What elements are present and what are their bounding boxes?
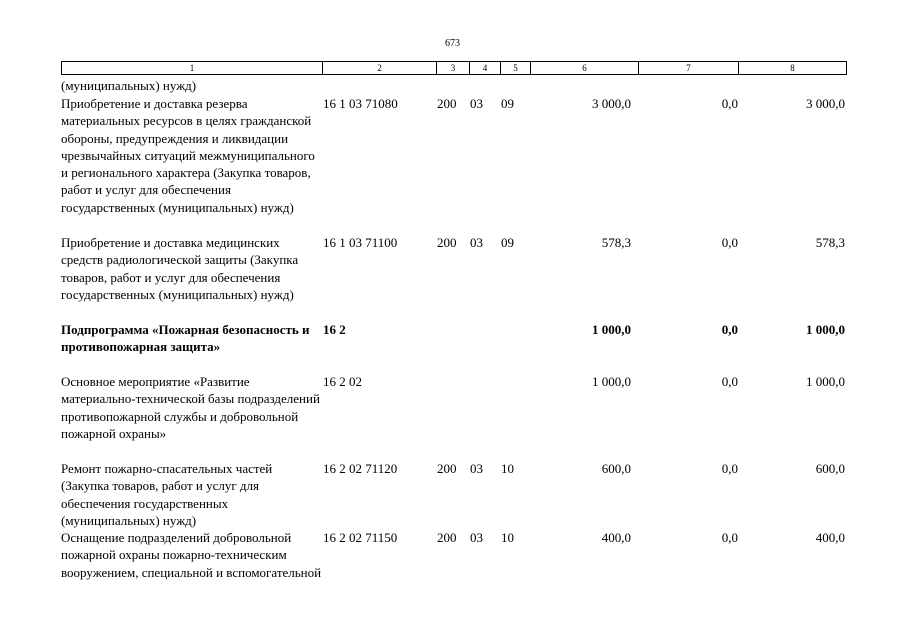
row-total: 3 000,0 bbox=[806, 96, 845, 111]
row-name: Приобретение и доставка медицинских средств радиологической защиты (Закупка товаров, работ и услуг для обеспечения государственных (муниципальных) нужд) bbox=[61, 235, 299, 302]
header-col-1: 1 bbox=[62, 62, 323, 74]
row-sum: 400,0 bbox=[601, 530, 631, 545]
row-vr: 200 bbox=[437, 530, 457, 545]
row-rz: 03 bbox=[470, 235, 483, 250]
row-vr: 200 bbox=[437, 235, 457, 250]
header-col-3: 3 bbox=[437, 62, 470, 74]
row-total: 400,0 bbox=[815, 530, 845, 545]
row-code: 16 2 02 71120 bbox=[323, 461, 398, 476]
row-code: 16 2 bbox=[323, 322, 346, 337]
header-col-4: 4 bbox=[470, 62, 501, 74]
row-sum: 1 000,0 bbox=[592, 374, 631, 389]
row-pr: 10 bbox=[501, 461, 514, 476]
header-col-5: 5 bbox=[501, 62, 531, 74]
row-total: 1 000,0 bbox=[806, 374, 845, 389]
header-col-8: 8 bbox=[790, 63, 795, 73]
row-sum: 600,0 bbox=[601, 461, 631, 476]
row-name: Подпрограмма «Пожарная безопасность и противопожарная защита» bbox=[61, 322, 310, 355]
row-name: Оснащение подразделений добровольной пожарной охраны пожарно-техническим вооружением, специальной и вспомогательной bbox=[61, 530, 322, 580]
row-code: 16 1 03 71080 bbox=[323, 96, 398, 111]
row-change: 0,0 bbox=[721, 374, 738, 389]
row-sum: 3 000,0 bbox=[592, 96, 631, 111]
row-total: 1 000,0 bbox=[806, 322, 845, 337]
row-rz: 03 bbox=[470, 461, 483, 476]
row-change: 0,0 bbox=[721, 461, 738, 476]
row-pr: 09 bbox=[501, 235, 514, 250]
row-name: Приобретение и доставка резерва материальных ресурсов в целях гражданской обороны, предупреждения и ликвидации чрезвычайных ситуаций межмуниципального и регионального характера (Закупка товаров, работ и услуг для обеспечения государственных (муниципальных) нужд) bbox=[61, 96, 315, 215]
row-rz: 03 bbox=[470, 530, 483, 545]
row-pr: 09 bbox=[501, 96, 514, 111]
row-code: 16 2 02 bbox=[323, 374, 362, 389]
row-sum: 1 000,0 bbox=[592, 322, 631, 337]
header-col-6: 6 bbox=[531, 62, 639, 74]
row-name: Основное мероприятие «Развитие материально-технической базы подразделений противопожарной службы и добровольной пожарной охраны» bbox=[61, 374, 320, 441]
header-col-2: 2 bbox=[323, 62, 437, 74]
row-code: 16 1 03 71100 bbox=[323, 235, 398, 250]
row-pr: 10 bbox=[501, 530, 514, 545]
row-name: (муниципальных) нужд) bbox=[61, 78, 197, 93]
header-col-7: 7 bbox=[639, 62, 739, 74]
row-vr: 200 bbox=[437, 96, 457, 111]
row-name: Ремонт пожарно-спасательных частей (Закупка товаров, работ и услуг для обеспечения государственных (муниципальных) нужд) bbox=[61, 461, 273, 528]
row-change: 0,0 bbox=[721, 322, 738, 337]
table-header bbox=[61, 61, 847, 75]
page-number: 673 bbox=[445, 38, 460, 49]
row-change: 0,0 bbox=[721, 530, 738, 545]
row-rz: 03 bbox=[470, 96, 483, 111]
row-change: 0,0 bbox=[721, 96, 738, 111]
row-total: 600,0 bbox=[815, 461, 845, 476]
row-vr: 200 bbox=[437, 461, 457, 476]
row-code: 16 2 02 71150 bbox=[323, 530, 398, 545]
row-sum: 578,3 bbox=[601, 235, 631, 250]
row-total: 578,3 bbox=[815, 235, 845, 250]
row-change: 0,0 bbox=[721, 235, 738, 250]
